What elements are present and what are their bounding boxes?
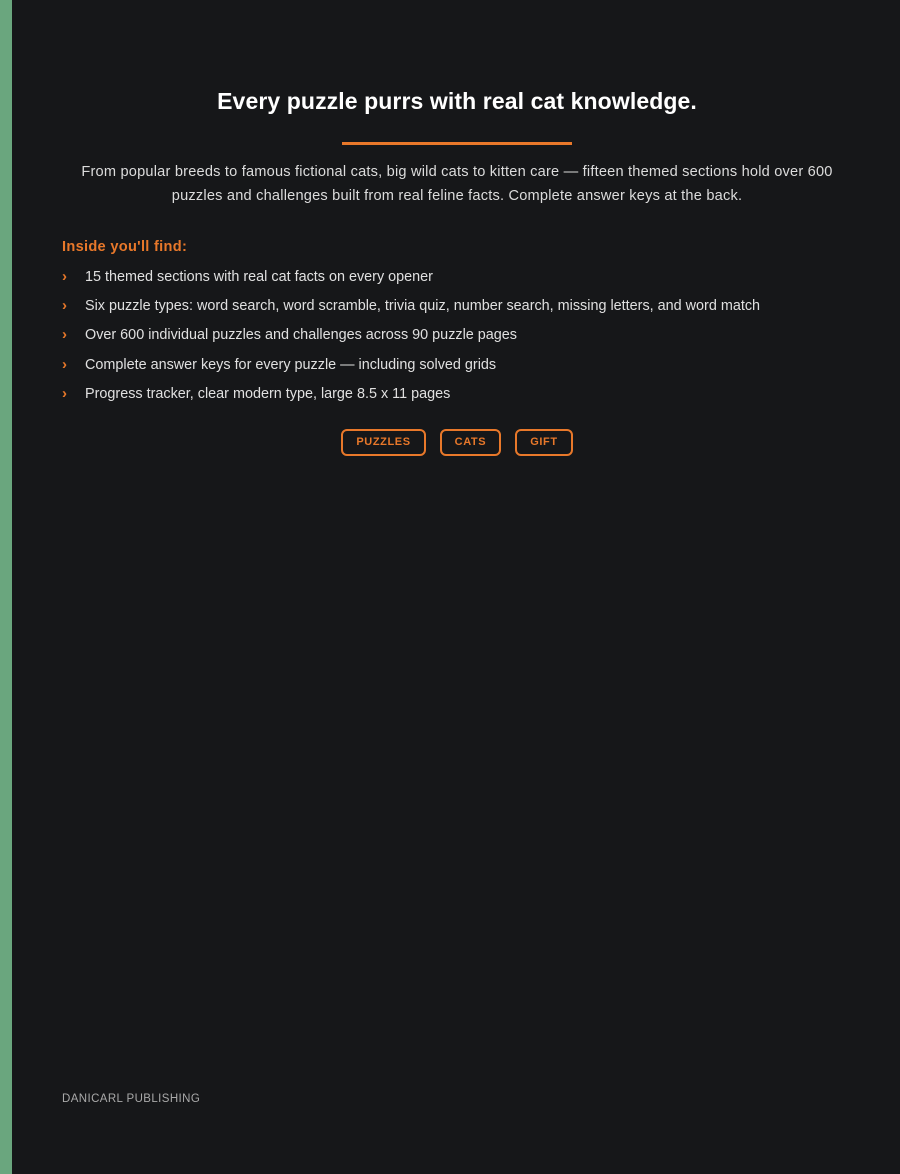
chevron-right-icon: › <box>62 268 67 285</box>
features-heading: Inside you'll find: <box>62 239 188 255</box>
feature-text: Six puzzle types: word search, word scramble, trivia quiz, number search, missing letters, and word match <box>85 298 761 315</box>
feature-text: 15 themed sections with real cat facts on every opener <box>85 269 433 285</box>
tag-list <box>62 429 852 456</box>
chevron-right-icon: › <box>62 297 67 315</box>
publisher-name: DANICARL PUBLISHING <box>62 1093 201 1105</box>
intro-paragraph: From popular breeds to famous fictional cats, big wild cats to kitten care — fifteen themed sections hold over 600 puzzles and challenges built from real feline facts. Complete answer keys at the back. <box>81 164 833 204</box>
headline: Every puzzle purrs with real cat knowledge. <box>217 88 697 114</box>
feature-text: Complete answer keys for every puzzle — including solved grids <box>85 356 497 373</box>
tag-gift[interactable]: GIFT <box>515 429 572 456</box>
tag-cats[interactable]: CATS <box>440 429 502 456</box>
chevron-right-icon: › <box>62 326 67 344</box>
chevron-right-icon: › <box>62 355 67 373</box>
feature-text: Over 600 individual puzzles and challenges across 90 puzzle pages <box>85 327 517 344</box>
left-accent-strip <box>0 0 12 1174</box>
chevron-right-icon: › <box>62 384 67 402</box>
tag-puzzles[interactable]: PUZZLES <box>341 429 425 456</box>
feature-text: Progress tracker, clear modern type, large 8.5 x 11 pages <box>85 385 451 402</box>
headline-divider <box>342 142 572 145</box>
